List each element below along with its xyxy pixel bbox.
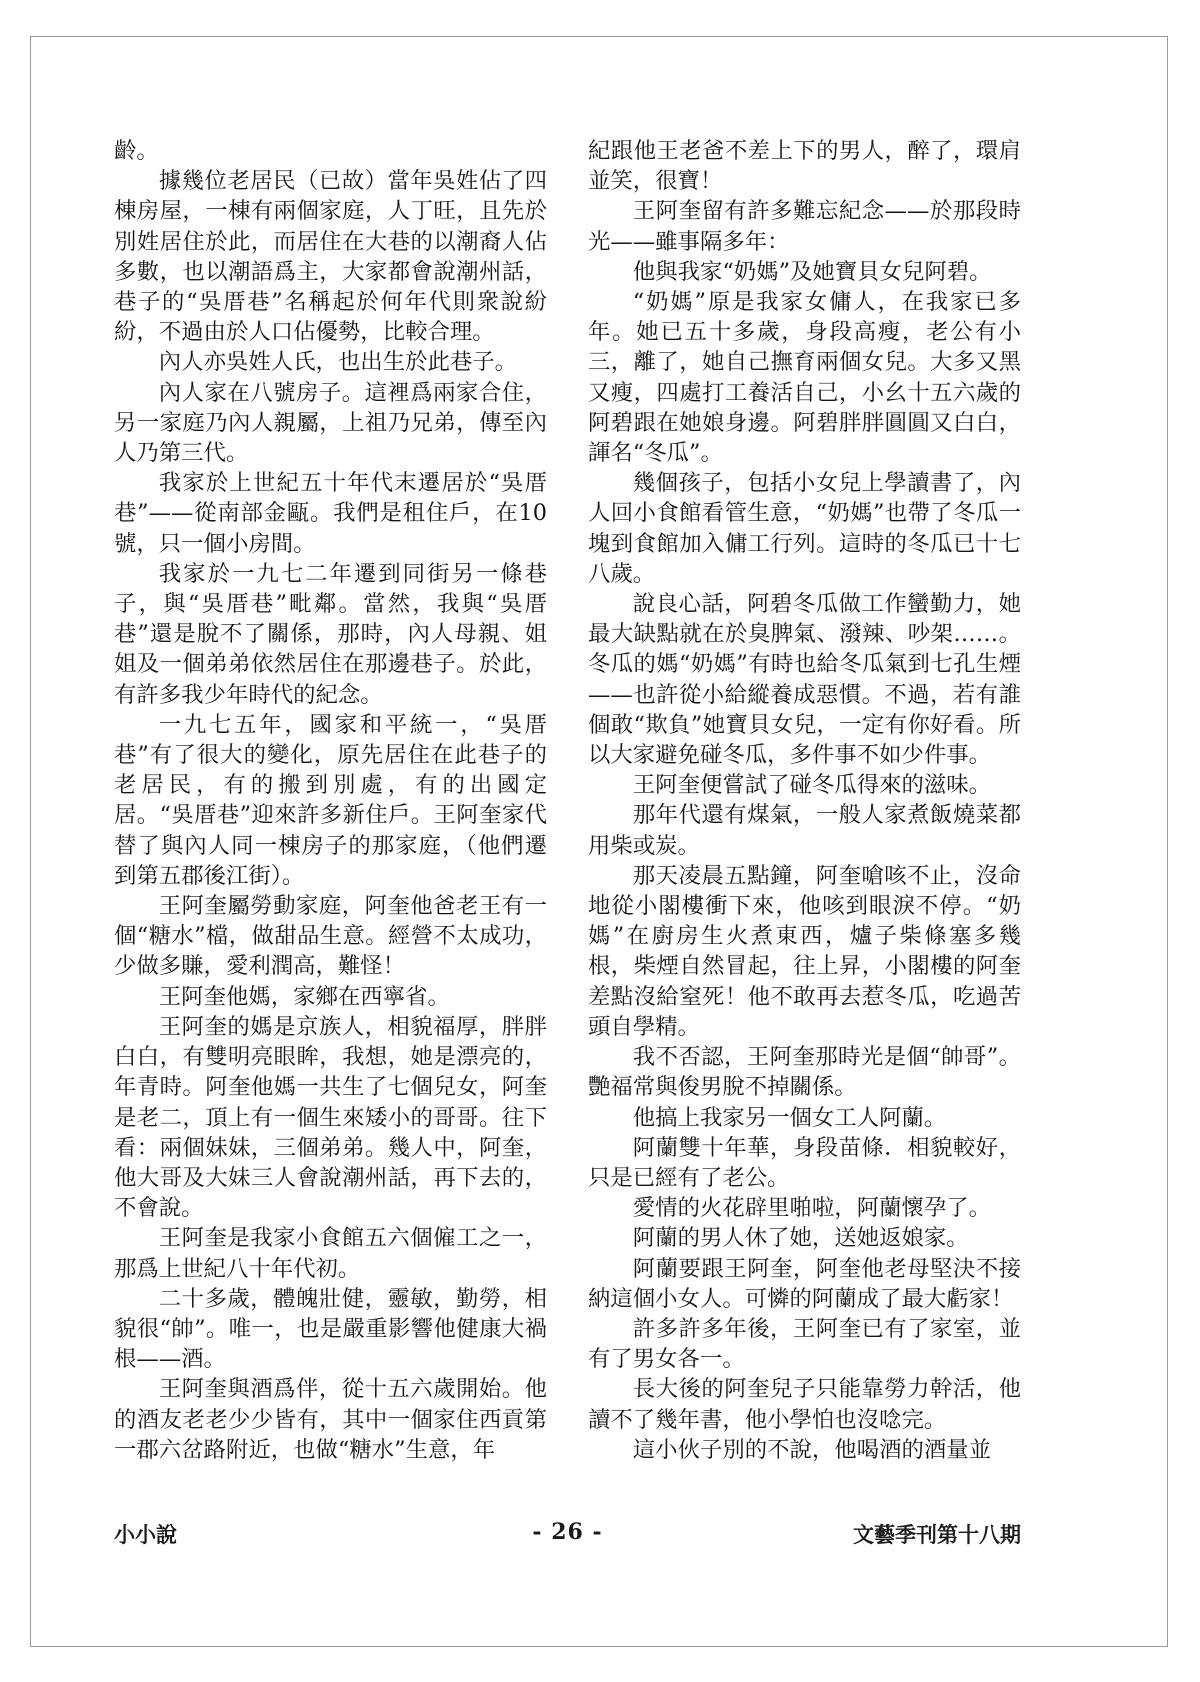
paragraph: 那天凌晨五點鐘，阿奎嗆咳不止，沒命地從小閣樓衝下來，他咳到眼淚不停。“奶媽”在廚房生火煮東西，爐子柴條塞多幾根，柴煙自然冒起，往上昇，小閣樓的阿奎差點沒給窒死！他不敢再去惹冬瓜，吃過苦頭自學精。 [588, 862, 1021, 1040]
paragraph: 我家於一九七二年遷到同街另一條巷子，與“吳厝巷”毗鄰。當然，我與“吳厝巷”還是脫不了關係，那時，內人母親、姐姐及一個弟弟依然居住在那邊巷子。於此，有許多我少年時代的紀念。 [114, 560, 547, 708]
paragraph: 阿蘭的男人休了她，送她返娘家。 [632, 1225, 969, 1252]
paragraph: 這小伙子別的不說，他喝酒的酒量並 [632, 1436, 992, 1463]
paragraph: 據幾位老居民（已故）當年吳姓佔了四棟房屋，一棟有兩個家庭，人丁旺，且先於別姓居住於此，而居住在大巷的以潮裔人佔多數，也以潮語爲主，大家都會說潮州話，巷子的“吳厝巷”名稱起於何年代則衆說紛紛，不過由於人口佔優勢，比較合理。 [114, 168, 547, 346]
text-column-left [114, 136, 547, 1465]
page-number: - 26 - [532, 1519, 603, 1545]
paragraph: 王阿奎與酒爲伴，從十五六歲開始。他的酒友老老少少皆有，其中一個家住西貢第一郡六岔路附近，也做“糖水”生意，年 [114, 1376, 547, 1463]
paragraph: 那年代還有煤氣，一般人家煮飯燒菜都用柴或炭。 [588, 802, 1021, 859]
paragraph: 阿蘭要跟王阿奎，阿奎他老母堅決不接納這個小女人。可憐的阿蘭成了最大虧家！ [588, 1255, 1021, 1312]
paragraph: 一九七五年，國家和平統一，“吳厝巷”有了很大的變化，原先居住在此巷子的老居民，有的搬到別處，有的出國定居。“吳厝巷”迎來許多新住戶。王阿奎家代替了與內人同一棟房子的那家庭，（他們遷到第五郡後江街）。 [114, 711, 547, 889]
paragraph: 說良心話，阿碧冬瓜做工作蠻勤力，她最大缺點就在於臭脾氣、潑辣、吵架……。冬瓜的媽“奶媽”有時也給冬瓜氣到七孔生煙——也許從小給縱養成惡慣。不過，若有誰個敢“欺負”她寶貝女兒，一定有你好看。所以大家避免碰冬瓜，多件事不如少件事。 [588, 591, 1021, 769]
paragraph: 他搞上我家另一個女工人阿蘭。 [632, 1104, 947, 1131]
paragraph: 王阿奎的媽是京族人，相貌福厚，胖胖白白，有雙明亮眼眸，我想，她是漂亮的，年青時。阿奎他媽一共生了七個兒女，阿奎是老二，頂上有一個生來矮小的哥哥。往下看：兩個妹妹，三個弟弟。幾人中，阿奎，他大哥及大妹三人會說潮州話，再下去的，不會說。 [114, 1013, 547, 1222]
paragraph: 我家於上世紀五十年代末遷居於“吳厝巷”——從南部金甌。我們是租住戶，在10號，只一個小房間。 [114, 470, 547, 557]
paragraph: 長大後的阿奎兒子只能靠勞力幹活，他讀不了幾年書，他小學怕也沒唸完。 [588, 1376, 1021, 1433]
page-footer [114, 1519, 1021, 1549]
paragraph: 王阿奎便嘗試了碰冬瓜得來的滋味。 [632, 772, 992, 799]
paragraph: 王阿奎留有許多難忘紀念——於那段時光——雖事隔多年： [588, 198, 1021, 255]
footer-section-label: 小小說 [114, 1523, 177, 1547]
paragraph: 阿蘭雙十年華，身段苗條．相貌較好，只是已經有了老公。 [588, 1134, 1021, 1191]
paragraph: 齡。 [114, 138, 159, 164]
footer-journal-title: 文藝季刊第十八期 [853, 1523, 1021, 1547]
paragraph: 幾個孩子，包括小女兒上學讀書了，內人回小食館看管生意，“奶媽”也帶了冬瓜一塊到食館加入傭工行列。這時的冬瓜已十七八歲。 [588, 470, 1021, 587]
paragraph: 愛情的火花辟里啪啦，阿蘭懷孕了。 [632, 1195, 992, 1222]
paragraph: 王阿奎是我家小食館五六個僱工之一，那爲上世紀八十年代初。 [114, 1225, 547, 1282]
paragraph: 我不否認，王阿奎那時光是個“帥哥”。艷福常與俊男脫不掉關係。 [588, 1044, 1021, 1101]
text-column-right [588, 136, 1021, 1465]
paragraph: 二十多歲，體魄壯健，靈敏，勤勞，相貌很“帥”。唯一，也是嚴重影響他健康大禍根——酒。 [114, 1285, 547, 1373]
paragraph: 他與我家“奶媽”及她寶貝女兒阿碧。 [632, 258, 992, 285]
paragraph: 王阿奎他媽，家鄉在西寧省。 [158, 983, 450, 1010]
paragraph: 紀跟他王老爸不差上下的男人，醉了，環肩並笑，很寶！ [588, 138, 1021, 195]
paragraph: 內人家在八號房子。這裡爲兩家合住，另一家庭乃內人親屬，上祖乃兄弟，傳至內人乃第三代。 [114, 379, 547, 467]
paragraph: 內人亦吳姓人氏，也出生於此巷子。 [158, 349, 518, 376]
paragraph: “奶媽”原是我家女傭人，在我家已多年。她已五十多歲，身段高瘦，老公有小三，離了，她自己撫育兩個女兒。大多又黑又瘦，四處打工養活自己，小幺十五六歲的阿碧跟在她娘身邊。阿碧胖胖圓圓又白白，諢名“冬瓜”。 [588, 289, 1021, 467]
paragraph: 許多許多年後，王阿奎已有了家室，並有了男女各一。 [588, 1315, 1021, 1373]
paragraph: 王阿奎屬勞動家庭，阿奎他爸老王有一個“糖水”檔，做甜品生意。經營不太成功，少做多賺，愛利潤高，難怪！ [114, 893, 547, 980]
